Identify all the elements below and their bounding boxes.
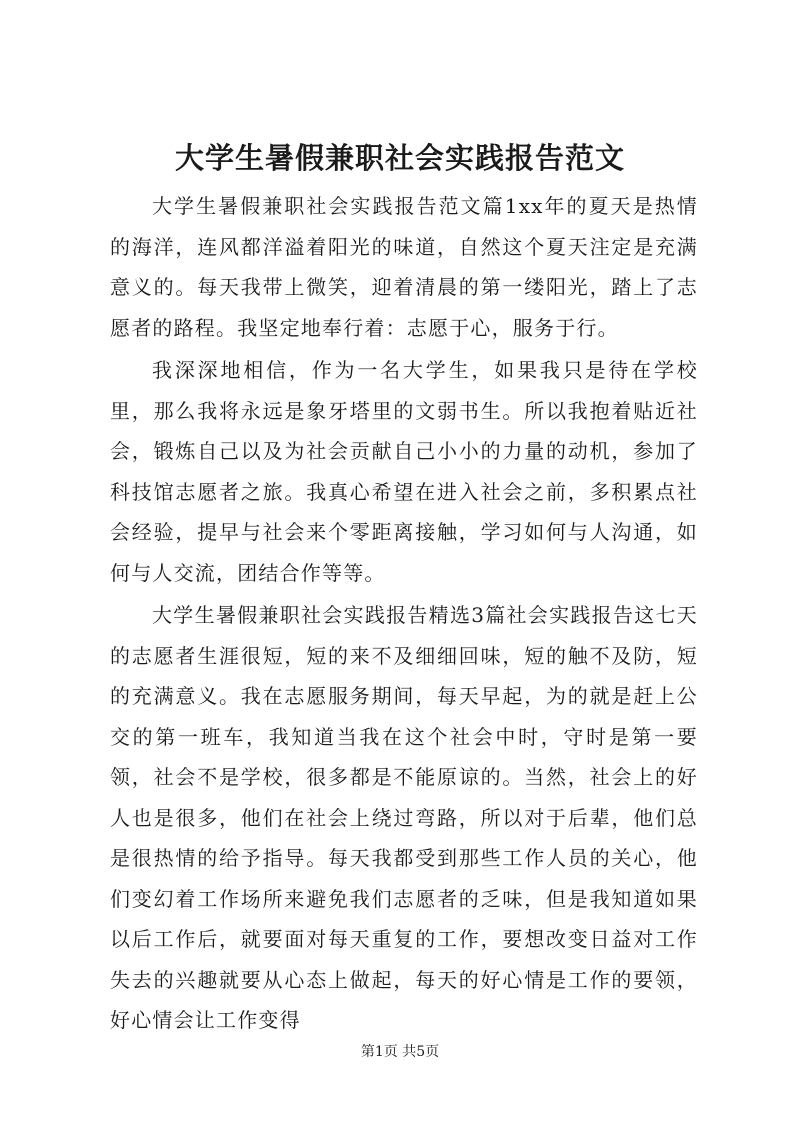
paragraph-3: 大学生暑假兼职社会实践报告精选3篇社会实践报告这七天的志愿者生涯很短，短的来不及细细回味，短的触不及防，短的充满意义。我在志愿服务期间，每天早起，为的就是赶上公交的第一班车，我知道当我在这个社会中时，守时是第一要领，社会不是学校，很多都是不能原谅的。当然，社会上的好人也是很多，他们在社会上绕过弯路，所以对于后辈，他们总是很热情的给予指导。每天我都受到那些工作人员的关心，他们变幻着工作场所来避免我们志愿者的乏味，但是我知道如果以后工作后，就要面对每天重复的工作，要想改变日益对工作失去的兴趣就要从心态上做起，每天的好心情是工作的要领，好心情会让工作变得 [110, 603, 698, 1032]
page-number-footer: 第1页 共5页 [360, 1044, 440, 1060]
paragraph-2: 我深深地相信，作为一名大学生，如果我只是待在学校里，那么我将永远是象牙塔里的文弱书生。所以我抱着贴近社会，锻炼自己以及为社会贡献自己小小的力量的动机，参加了科技馆志愿者之旅。我真心希望在进入社会之前，多积累点社会经验，提早与社会来个零距离接触，学习如何与人沟通，如何与人交流，团结合作等等。 [110, 358, 698, 585]
document-title: 大学生暑假兼职社会实践报告范文 [174, 141, 625, 175]
document-body [110, 186, 698, 1043]
paragraph-1: 大学生暑假兼职社会实践报告范文篇1xx年的夏天是热情的海洋，连风都洋溢着阳光的味道，自然这个夏天注定是充满意义的。每天我带上微笑，迎着清晨的第一缕阳光，踏上了志愿者的路程。我坚定地奉行着：志愿于心，服务于行。 [110, 194, 698, 340]
